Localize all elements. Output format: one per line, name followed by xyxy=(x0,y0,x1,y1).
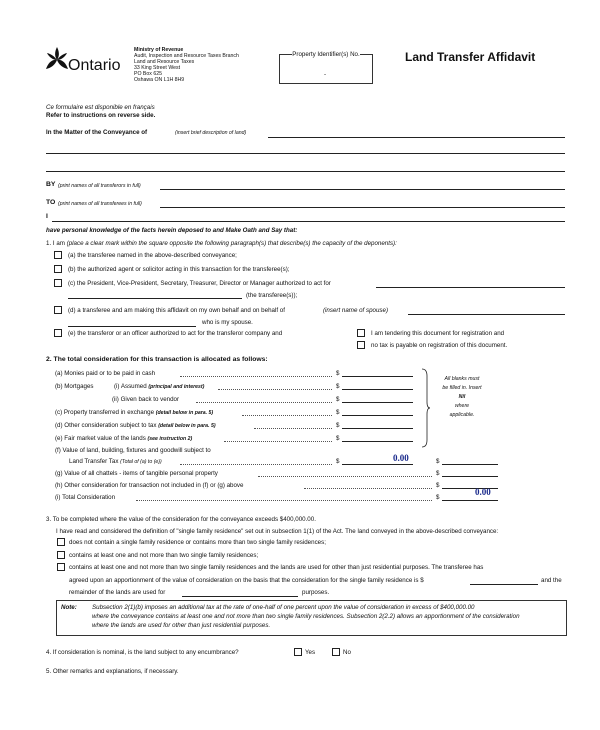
s4-text: 4. If consideration is nominal, is the land subject to any encumbrance? xyxy=(46,649,239,656)
address-line: PO Box 625 xyxy=(134,71,162,77)
s3-read: I have read and considered the definition of "single family residence" set out in subsection 1(1) of the Act. The land conveyed in the above-described conveyance: xyxy=(56,528,499,535)
to-input-line[interactable] xyxy=(160,207,565,208)
note-box xyxy=(56,600,567,636)
amount-a-line[interactable] xyxy=(342,376,413,377)
amount-e-line[interactable] xyxy=(342,441,413,442)
residence-value-line[interactable] xyxy=(470,584,538,585)
s2-f-leader xyxy=(180,464,332,465)
dollar-sign: $ xyxy=(336,370,340,377)
amount-c-line[interactable] xyxy=(342,415,413,416)
s2-e-label: (e) Fair market value of the lands (see instruction 2) xyxy=(55,435,193,442)
note-line: Subsection 2(1)(b) imposes an additional tax at the rate of one-half of one percent upon the value of consideration in excess of $400,000.00 xyxy=(92,604,475,611)
checkbox-yes[interactable] xyxy=(294,648,302,656)
amount-b2-line[interactable] xyxy=(342,402,413,403)
s2-b1-leader xyxy=(218,389,332,390)
s3-o3b-end: and the xyxy=(541,577,562,584)
address-line: Land and Resource Taxes xyxy=(134,59,195,65)
s2-h-label: (h) Other consideration for transaction not included in (f) or (g) above xyxy=(55,482,244,489)
spouse-name-line[interactable] xyxy=(408,314,565,315)
i-label: I xyxy=(46,213,48,220)
s1-c-text: (c) the President, Vice-President, Secretary, Treasurer, Director or Manager authorized to act for xyxy=(68,280,331,287)
side-note-line: applicable. xyxy=(449,412,475,418)
checkbox-3-3[interactable] xyxy=(57,563,65,571)
s2-f1-label: (f) Value of land, building, fixtures and goodwill subject to xyxy=(55,447,211,454)
note-label: Note: xyxy=(61,604,77,611)
s1-d-text: (d) a transferee and am making this affidavit on my own behalf and on behalf of xyxy=(68,307,285,314)
note-line: where the lands are used for other than just residential purposes. xyxy=(92,622,271,629)
s2-i-leader xyxy=(136,500,432,501)
checkbox-1b[interactable] xyxy=(54,265,62,273)
s2-c-label: (c) Property transferred in exchange (detail below in para. 5) xyxy=(55,409,214,416)
s2-f2-label: Land Transfer Tax (Total of (a) to (e)) xyxy=(69,458,162,465)
dollar-sign: $ xyxy=(336,396,340,403)
to-hint: (print names of all transferees in full) xyxy=(58,201,142,207)
address-line: Oshawa ON L1H 8H9 xyxy=(134,77,185,83)
spouse-name-line[interactable] xyxy=(68,326,196,327)
company-name-line[interactable] xyxy=(68,298,242,299)
dollar-sign: $ xyxy=(436,494,440,501)
address-line: 33 King Street West xyxy=(134,65,181,71)
side-note xyxy=(432,375,492,420)
matter-input-line[interactable] xyxy=(46,171,565,172)
s3-o3b: agreed upon an apportionment of the value of consideration on the basis that the consideration for the single family residence is $ xyxy=(69,577,424,584)
s2-b2-leader xyxy=(196,402,332,403)
dollar-sign: $ xyxy=(336,458,340,465)
checkbox-3-1[interactable] xyxy=(57,538,65,546)
ministry-name: Ministry of Revenue xyxy=(134,47,184,53)
ontario-logo xyxy=(44,45,129,85)
s1-e-r1: I am tendering this document for registration and xyxy=(371,330,505,337)
checkbox-1a[interactable] xyxy=(54,251,62,259)
to-label: TO xyxy=(46,199,56,206)
dollar-sign: $ xyxy=(436,470,440,477)
s2-g-label: (g) Value of all chattels - items of tangible personal property xyxy=(55,470,218,477)
s2-h-leader xyxy=(304,488,432,489)
s2-g-leader xyxy=(258,476,432,477)
checkbox-1d[interactable] xyxy=(54,306,62,314)
checkbox-no[interactable] xyxy=(332,648,340,656)
checkbox-1e-tender[interactable] xyxy=(357,329,365,337)
french-availability: Ce formulaire est disponible en français xyxy=(46,104,155,111)
s5-text: 5. Other remarks and explanations, if necessary. xyxy=(46,668,179,675)
dollar-sign: $ xyxy=(436,458,440,465)
s3-o3a: contains at least one and not more than two single family residences and the lands are used for other than just residential purposes. The transferee has xyxy=(69,564,484,571)
dollar-sign: $ xyxy=(336,435,340,442)
s1-d-hint: (insert name of spouse) xyxy=(323,307,388,314)
s3-o3c: remainder of the lands are used for xyxy=(69,589,166,596)
s2-d-leader xyxy=(254,428,332,429)
matter-input-line[interactable] xyxy=(268,137,565,138)
s2-heading: 2. The total consideration for this transaction is allocated as follows: xyxy=(46,356,268,363)
by-label: BY xyxy=(46,181,56,188)
s3-o2: contains at least one and not more than two single family residences; xyxy=(69,552,259,559)
s2-b2-label: (ii) Given back to vendor xyxy=(112,396,180,403)
s1-e-r2: no tax is payable on registration of this document. xyxy=(371,342,508,349)
s3-o3c-end: purposes. xyxy=(302,589,330,596)
s1-lead: 1. I am (place a clear mark within the square opposite the following paragraph(s) that describe(s) the capacity of the deponents): xyxy=(46,240,397,247)
checkbox-1e-notax[interactable] xyxy=(357,341,365,349)
side-note-line: Nil xyxy=(458,394,466,400)
address-line: Audit, Inspection and Resource Taxes Branch xyxy=(134,53,239,59)
amount-d-line[interactable] xyxy=(342,428,413,429)
checkbox-1c[interactable] xyxy=(54,279,62,287)
s1-b-text: (b) the authorized agent or solicitor acting in this transaction for the transferee(s); xyxy=(68,266,290,273)
no-label: No xyxy=(343,649,351,656)
checkbox-1e[interactable] xyxy=(54,329,62,337)
matter-hint: (insert brief description of land) xyxy=(175,130,247,136)
trillium-icon xyxy=(44,45,70,75)
s1-d-end: who is my spouse. xyxy=(202,319,253,326)
s2-a-label: (a) Monies paid or to be paid in cash xyxy=(55,370,156,377)
by-hint: (print names of all transferors in full) xyxy=(58,183,141,189)
instructions-note: Refer to instructions on reverse side. xyxy=(46,112,156,119)
s3-o1: does not contain a single family residence or contains more than two single family residences; xyxy=(69,539,326,546)
side-note-line: where xyxy=(454,403,470,409)
s2-b1-label: (i) Assumed (principal and interest) xyxy=(114,383,205,390)
note-line: where the conveyance contains at least one and not more than two single family residences. Subsection 2(2.2) allows an apportionment of the consideration xyxy=(92,613,520,620)
brace-icon xyxy=(420,368,430,448)
amount-f-value[interactable]: 0.00 xyxy=(393,453,409,463)
amount-i-value[interactable]: 0.00 xyxy=(475,487,491,497)
s3-lead: 3. To be completed where the value of the consideration for the conveyance exceeds $400,000.00. xyxy=(46,516,316,523)
s2-b-label: (b) Mortgages xyxy=(55,383,94,390)
dollar-sign: $ xyxy=(336,383,340,390)
dollar-sign: $ xyxy=(336,422,340,429)
total-f-line[interactable] xyxy=(442,464,498,465)
side-note-line: All blanks must xyxy=(444,376,480,382)
s2-e-leader xyxy=(224,441,332,442)
oath-statement: have personal knowledge of the facts herein deposed to and Make Oath and Say that: xyxy=(46,227,298,234)
by-input-line[interactable] xyxy=(160,189,565,190)
checkbox-3-2[interactable] xyxy=(57,551,65,559)
matter-input-line[interactable] xyxy=(46,153,565,154)
form-title: Land Transfer Affidavit xyxy=(405,50,536,64)
s2-c-leader xyxy=(242,415,332,416)
s1-e-text: (e) the transferor or an officer authorized to act for the transferor company and xyxy=(68,330,283,337)
total-i-line[interactable] xyxy=(442,500,498,501)
amount-b1-line[interactable] xyxy=(342,389,413,390)
s1-a-text: (a) the transferee named in the above-described conveyance; xyxy=(68,252,237,259)
ministry-block xyxy=(134,47,239,83)
dollar-sign: $ xyxy=(336,409,340,416)
deponent-name-line[interactable] xyxy=(52,221,565,222)
s1-c-end: (the transferee(s)); xyxy=(246,292,298,299)
dollar-sign: $ xyxy=(436,482,440,489)
purpose-line[interactable] xyxy=(182,596,298,597)
s2-i-label: (i) Total Consideration xyxy=(55,494,116,501)
s2-a-leader xyxy=(180,376,332,377)
property-id-dash: - xyxy=(324,71,327,78)
side-note-line: be filled in. Insert xyxy=(442,385,482,391)
s2-d-label: (d) Other consideration subject to tax (detail below in para. 5) xyxy=(55,422,216,429)
amount-f-line[interactable] xyxy=(342,464,413,465)
total-g-line[interactable] xyxy=(442,476,498,477)
property-id-label: Property Identifier(s) No. xyxy=(292,51,360,58)
logo-text: Ontario xyxy=(68,57,121,74)
yes-label: Yes xyxy=(305,649,316,656)
company-name-line[interactable] xyxy=(376,287,565,288)
matter-label: In the Matter of the Conveyance of xyxy=(46,129,148,136)
property-id-box[interactable] xyxy=(279,51,373,84)
